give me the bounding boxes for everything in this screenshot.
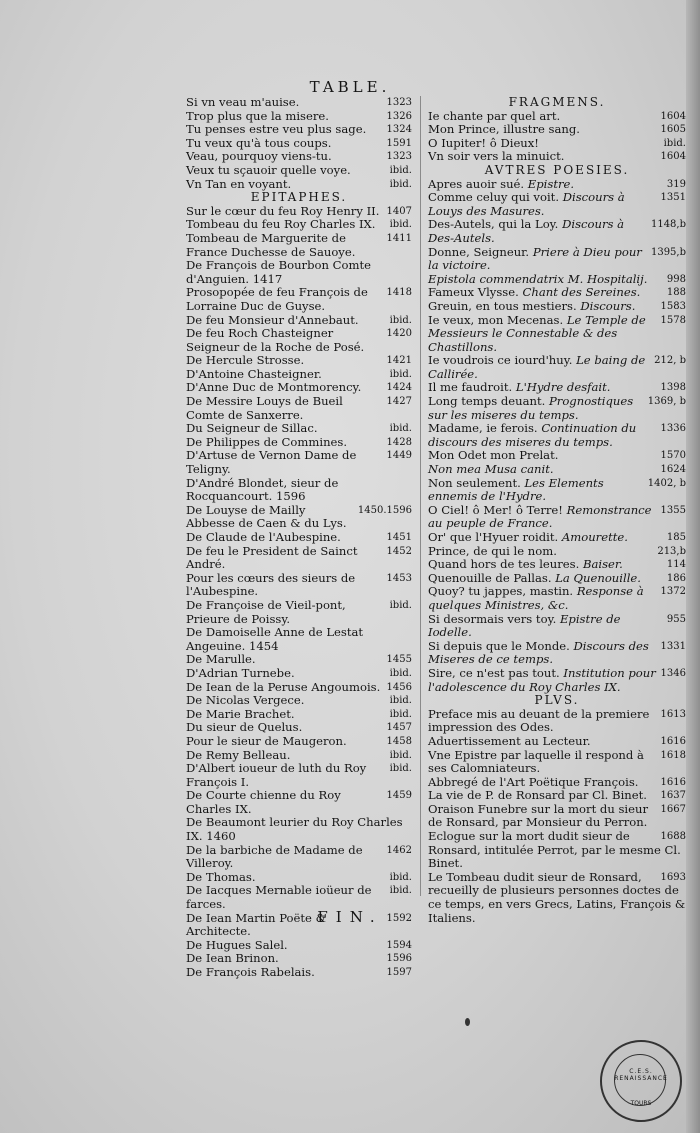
epitaphes-entries [186, 205, 412, 980]
toc-entry [186, 952, 412, 966]
page-gutter-shadow [686, 0, 700, 1133]
toc-entry-title: De François Rabelais. [186, 965, 315, 979]
toc-entry-title: Abbregé de l'Art Poëtique François. [428, 774, 639, 789]
toc-page-number: 1336 [660, 423, 686, 435]
toc-entry-title: Comme celuy qui voit. [428, 190, 560, 205]
toc-page-number: 1605 [660, 124, 686, 136]
toc-entry-title: Prince, de qui le nom. [428, 543, 557, 558]
toc-page-number: 185 [666, 532, 686, 543]
library-stamp [600, 1040, 682, 1122]
toc-entry [186, 721, 412, 735]
ink-speck [465, 1018, 470, 1026]
toc-entry-title: Apres auoir sué. [428, 176, 525, 191]
toc-entry [186, 504, 412, 531]
toc-page-number: 1616 [660, 735, 686, 747]
toc-entry [428, 286, 686, 300]
toc-entry [186, 653, 412, 667]
toc-page-number: ibid. [389, 708, 412, 720]
toc-entry-subtitle: Response à quelques Ministres, &c. [428, 584, 644, 612]
toc-page-number: 1369, b [647, 396, 686, 408]
toc-entry-title: D'Antoine Chasteigner. [186, 366, 322, 381]
toc-entry-title: Aduertissement au Lecteur. [428, 733, 591, 748]
toc-page-number: 1398 [660, 382, 686, 394]
toc-page-number: ibid. [389, 219, 412, 231]
toc-entry-title: Tombeau de Marguerite de France Duchesse de Sauoye. [186, 230, 356, 259]
toc-entry-subtitle: Continuation du discours des miseres du temps. [428, 421, 637, 449]
toc-entry [186, 354, 412, 368]
toc-entry [428, 150, 686, 164]
epitaphes-heading: EPITAPHES. [250, 190, 348, 205]
toc-entry-title: De la barbiche de Madame de Villeroy. [186, 842, 363, 871]
toc-entry [186, 232, 412, 259]
toc-entry-title: De feu Roch Chasteigner Seigneur de la Roche de Posé. [186, 326, 365, 354]
toc-entry [428, 640, 686, 667]
toc-page-number: 1424 [386, 382, 412, 394]
toc-page-number: 1457 [386, 722, 412, 734]
toc-entry [428, 545, 686, 559]
toc-entry-subtitle: Les Elements ennemis de l'Hydre. [428, 475, 604, 504]
toc-entry-title: La vie de P. de Ronsard par Cl. Binet. [428, 788, 647, 803]
toc-entry [186, 694, 412, 708]
toc-page-number: 1578 [660, 314, 686, 326]
toc-entry-subtitle: Discours des Miseres de ce temps. [428, 638, 649, 667]
toc-page-number: 1667 [660, 803, 686, 815]
toc-entry-title: Mon Odet mon Prelat. [428, 448, 559, 463]
toc-page-number: 1462 [386, 844, 412, 856]
toc-entry [186, 314, 412, 328]
toc-entry-title: Mon Prince, illustre sang. [428, 122, 580, 137]
toc-page-number: 1604 [660, 110, 686, 122]
toc-entry-title: Or' que l'Hyuer roidit. [428, 530, 559, 544]
toc-entry-title: Madame, ie ferois. [428, 421, 538, 436]
toc-entry-title: Veau, pourquoy viens-tu. [186, 149, 332, 164]
toc-entry [186, 545, 412, 572]
toc-entry [186, 599, 412, 626]
toc-entry-title: De feu Monsieur d'Annebaut. [186, 312, 359, 327]
toc-entry [428, 314, 686, 355]
toc-page-number: 212, b [654, 355, 686, 367]
toc-entry-title: Pour le sieur de Maugeron. [186, 733, 347, 748]
toc-page-number: 1351 [660, 192, 686, 204]
toc-page-number: ibid. [389, 164, 412, 176]
toc-page-number: 1458 [386, 735, 412, 747]
toc-entry-title: Non seulement. [428, 475, 521, 490]
toc-entry-subtitle: Le baing de Callirée. [428, 353, 646, 381]
toc-entry [428, 218, 686, 245]
toc-page-number: 1428 [386, 436, 412, 448]
toc-entry-title: De Iean Brinon. [186, 951, 279, 966]
toc-page-number: 1449 [386, 450, 412, 462]
toc-entry [186, 286, 412, 313]
toc-entry-subtitle: Discours à Des-Autels. [428, 217, 625, 245]
toc-page-number: ibid. [389, 178, 412, 190]
toc-entry-title: Du Seigneur de Sillac. [186, 421, 318, 436]
toc-page-number: 1451 [386, 532, 412, 543]
toc-entry-subtitle: Epistola commendatrix M. Hospitalij. [428, 271, 648, 286]
fragmens-heading: FRAGMENS. [508, 95, 606, 109]
running-title: TABLE. [309, 78, 391, 96]
toc-entry [186, 966, 412, 980]
toc-page-number: ibid. [389, 749, 412, 761]
toc-page-number: 1618 [660, 749, 686, 761]
toc-page-number: 1453 [386, 572, 412, 584]
right-column [428, 96, 686, 925]
toc-entry [428, 776, 686, 790]
toc-entry-title: D'Anne Duc de Montmorency. [186, 380, 362, 395]
toc-page-number: 1570 [660, 450, 686, 462]
toc-entry [428, 572, 686, 586]
toc-page-number: 1402, b [647, 477, 686, 489]
toc-entry-subtitle: Le Temple de Messieurs le Connestable & des Chastillons. [428, 312, 646, 354]
toc-entry [428, 558, 686, 572]
toc-entry-title: Prosopopée de feu François de Lorraine Duc de Guyse. [186, 285, 368, 313]
toc-entry-title: Le Tombeau dudit sieur de Ronsard, recueilly de plusieurs personnes doctes de ce temps, en vers Grecs, Latins, François & Italiens. [428, 869, 686, 925]
toc-entry [186, 205, 412, 219]
toc-entry-title: De Marie Brachet. [186, 706, 295, 721]
toc-entry-title: De Thomas. [186, 869, 256, 884]
toc-entry [428, 246, 686, 273]
plus-entries [428, 708, 686, 926]
toc-entry-title: Sur le cœur du feu Roy Henry II. [186, 203, 380, 218]
toc-page-number: 1346 [660, 667, 686, 679]
toc-entry [186, 735, 412, 749]
toc-entry [186, 871, 412, 885]
toc-page-number: 1591 [386, 137, 412, 149]
toc-page-number: 1452 [386, 545, 412, 557]
toc-entry-subtitle: Epistre de Iodelle. [428, 611, 621, 640]
toc-entry [186, 110, 412, 124]
toc-page-number: 1326 [386, 110, 412, 122]
toc-entry-title: Eclogue sur la mort dudit sieur de Ronsard, intitulée Perrot, par le mesme Cl. Binet. [428, 829, 681, 871]
toc-entry-title: Si depuis que le Monde. [428, 638, 570, 653]
toc-entry-title: Quand hors de tes leures. [428, 557, 580, 572]
toc-page-number: 1583 [660, 300, 686, 312]
toc-entry [428, 735, 686, 749]
toc-page-number: 1455 [386, 654, 412, 666]
toc-page-number: 188 [666, 287, 686, 299]
toc-page-number: 1355 [660, 504, 686, 516]
stamp-city: TOURS [630, 1100, 652, 1107]
toc-entry-subtitle: La Quenouille. [555, 570, 641, 585]
toc-page-number: 1324 [386, 124, 412, 136]
toc-page-number: 1427 [386, 396, 412, 408]
toc-entry-subtitle: Amourette. [561, 530, 628, 544]
toc-page-number: 1407 [386, 205, 412, 217]
toc-page-number: 1637 [660, 790, 686, 802]
toc-entry-title: Des-Autels, qui la Loy. [428, 217, 559, 232]
toc-entry-title: De Remy Belleau. [186, 747, 291, 762]
toc-entry [428, 178, 686, 192]
stamp-text: C.E.S. RENAISSANCE [614, 1068, 668, 1082]
toc-entry-title: Donne, Seigneur. [428, 244, 530, 259]
toc-entry [186, 327, 412, 354]
toc-entry-title: Ie voudrois ce iourd'huy. [428, 353, 573, 368]
toc-page-number: 1421 [386, 355, 412, 367]
toc-entry [186, 259, 412, 286]
toc-page-number: 1420 [386, 328, 412, 340]
toc-entry [186, 477, 412, 504]
toc-entry [428, 449, 686, 463]
toc-page-number: 1331 [660, 640, 686, 652]
toc-entry [428, 667, 686, 694]
toc-entry-subtitle: L'Hydre desfait. [515, 380, 611, 395]
toc-entry-subtitle: Discours à Louys des Masures. [428, 190, 625, 218]
toc-entry [428, 585, 686, 612]
toc-entry [428, 110, 686, 124]
toc-entry-title: De Philippes de Commines. [186, 434, 348, 449]
toc-page-number: ibid. [389, 763, 412, 775]
toc-entry [186, 939, 412, 953]
toc-page-number: 1594 [386, 939, 412, 951]
toc-entry [428, 789, 686, 803]
toc-page-number: 213,b [657, 545, 686, 557]
toc-entry [428, 354, 686, 381]
toc-entry [428, 123, 686, 137]
toc-entry [428, 137, 686, 151]
toc-page-number: ibid. [389, 314, 412, 326]
toc-page-number: 1604 [660, 151, 686, 163]
toc-entry-title: Si vn veau m'auise. [186, 95, 300, 109]
toc-entry-title: D'André Blondet, sieur de Rocquancourt. 1596 [186, 475, 339, 504]
toc-entry-subtitle: Remonstrance au peuple de France. [428, 502, 652, 531]
toc-page-number: 319 [666, 178, 686, 190]
toc-page-number: 1418 [386, 287, 412, 299]
fin-label: FIN. [317, 908, 383, 926]
toc-entry [428, 749, 686, 776]
toc-entry-subtitle: Priere à Dieu pour la victoire. [428, 244, 642, 273]
toc-entry-title: De Damoiselle Anne de Lestat Angeuine. 1454 [186, 625, 364, 653]
toc-entry-title: De Beaumont leurier du Roy Charles IX. 1460 [186, 815, 403, 844]
toc-entry-title: O Ciel! ô Mer! ô Terre! [428, 502, 563, 517]
toc-entry [186, 96, 412, 110]
toc-page-number: 1597 [386, 967, 412, 978]
toc-entry [428, 191, 686, 218]
toc-page-number: 1372 [660, 586, 686, 598]
toc-entry [428, 708, 686, 735]
toc-entry [186, 436, 412, 450]
toc-page-number: 1148,b [650, 219, 686, 231]
toc-entry [428, 477, 686, 504]
column-rule [420, 96, 421, 896]
toc-page-number: 1624 [660, 464, 686, 476]
toc-entry-title: Ie veux, mon Mecenas. [428, 312, 564, 327]
toc-entry [186, 626, 412, 653]
toc-entry [428, 504, 686, 531]
toc-entry-title: D'Adrian Turnebe. [186, 665, 295, 680]
toc-entry-title: Quenouille de Pallas. [428, 570, 552, 585]
toc-entry-title: Vn soir vers la minuict. [428, 149, 565, 164]
toc-entry-title: Tombeau du feu Roy Charles IX. [186, 217, 376, 232]
autres-poesies-heading: AVTRES POESIES. [484, 162, 630, 177]
toc-entry [428, 463, 686, 477]
toc-entry-title: Sire, ce n'est pas tout. [428, 665, 560, 680]
toc-entry-subtitle: Epistre. [527, 176, 575, 191]
toc-entry-title: D'Artuse de Vernon Dame de Teligny. [186, 448, 357, 477]
toc-entry-subtitle: Non mea Musa canit. [428, 462, 554, 477]
toc-entry [186, 531, 412, 545]
toc-entry-title: Pour les cœurs des sieurs de l'Aubespine. [186, 570, 356, 599]
toc-entry-title: Tu penses estre veu plus sage. [186, 122, 367, 137]
left-column [186, 96, 412, 980]
toc-page-number: 1323 [386, 151, 412, 163]
toc-entry-title: De Courte chienne du Roy Charles IX. [186, 788, 341, 816]
toc-entry-title: Greuin, en tous mestiers. [428, 298, 577, 313]
toc-entry [186, 368, 412, 382]
toc-entry-title: De feu le President de Sainct André. [186, 543, 358, 572]
toc-entry-title: De Iean de la Peruse Angoumois. [186, 679, 381, 694]
plus-heading: PLVS. [534, 693, 580, 708]
toc-page-number: ibid. [389, 885, 412, 897]
toc-page-number: 1459 [386, 790, 412, 802]
toc-entry-subtitle: Baiser. [582, 557, 623, 572]
toc-entry [186, 422, 412, 436]
toc-entry-title: De Iean Martin Poëte & Architecte. [186, 910, 326, 939]
toc-entry-subtitle: Prognostiques sur les miseres du temps. [428, 394, 634, 422]
toc-entry-title: Veux tu sçauoir quelle voye. [186, 162, 351, 177]
toc-entry-title: Ie chante par quel art. [428, 108, 561, 123]
toc-entry-subtitle: Discours. [580, 298, 636, 313]
toc-page-number: ibid. [389, 368, 412, 380]
left-top-entries [186, 96, 412, 191]
toc-page-number: 1450.1596 [357, 504, 412, 516]
toc-entry [186, 164, 412, 178]
toc-entry [186, 762, 412, 789]
toc-entry [186, 218, 412, 232]
toc-entry [186, 123, 412, 137]
toc-entry-title: De Françoise de Vieil-pont, Prieure de Poissy. [186, 597, 346, 626]
toc-page-number: ibid. [389, 599, 412, 611]
toc-page-number: 1592 [386, 912, 412, 924]
toc-entry-title: De Hugues Salel. [186, 937, 288, 952]
toc-entry [186, 449, 412, 476]
toc-entry [186, 816, 412, 843]
toc-entry-title: Quoy? tu jappes, mastin. [428, 584, 574, 599]
toc-page-number: 1693 [660, 871, 686, 883]
toc-page-number: 1596 [386, 953, 412, 965]
toc-entry-title: Fameux Vlysse. [428, 285, 519, 300]
toc-entry-title: Trop plus que la misere. [186, 108, 329, 123]
toc-entry [428, 422, 686, 449]
toc-page-number: 1411 [386, 232, 412, 244]
toc-entry [186, 572, 412, 599]
autres-poesies-entries [428, 178, 686, 695]
toc-entry [186, 150, 412, 164]
toc-entry [428, 395, 686, 422]
toc-page-number: ibid. [663, 137, 686, 149]
toc-entry [186, 395, 412, 422]
toc-entry [186, 749, 412, 763]
toc-entry-title: Tu veux qu'à tous coups. [186, 135, 332, 150]
toc-entry [186, 381, 412, 395]
toc-entry [186, 681, 412, 695]
toc-entry [428, 613, 686, 640]
toc-entry [428, 381, 686, 395]
toc-page-number: ibid. [389, 871, 412, 883]
toc-entry-subtitle: Institution pour l'adolescence du Roy Charles IX. [428, 665, 656, 694]
toc-entry-title: De Messire Louys de Bueil Comte de Sanxerre. [186, 394, 343, 422]
toc-entry-title: De Nicolas Vergece. [186, 693, 305, 708]
toc-entry-title: D'Albert ioueur de luth du Roy François I. [186, 761, 367, 789]
toc-page-number: 186 [666, 572, 686, 584]
toc-page-number: 1616 [660, 776, 686, 788]
toc-entry [428, 531, 686, 545]
toc-entry [428, 830, 686, 871]
toc-entry [186, 844, 412, 871]
toc-page-number: 1395,b [650, 246, 686, 258]
toc-entry-title: Oraison Funebre sur la mort du sieur de Ronsard, par Monsieur du Perron. [428, 801, 649, 830]
toc-entry-title: Vn Tan en voyant. [186, 176, 292, 191]
toc-page-number: 955 [666, 613, 686, 625]
toc-page-number: 1323 [386, 97, 412, 108]
toc-page-number: 1613 [660, 708, 686, 720]
toc-page-number: 998 [666, 273, 686, 285]
toc-entry-title: Long temps deuant. [428, 394, 546, 409]
toc-entry [186, 667, 412, 681]
toc-page-number: ibid. [389, 423, 412, 435]
toc-entry-title: De François de Bourbon Comte d'Anguien. 1417 [186, 258, 372, 286]
toc-entry-title: De Marulle. [186, 652, 256, 667]
toc-entry [186, 137, 412, 151]
toc-entry-subtitle: Chant des Sereines. [522, 285, 641, 300]
toc-entry-title: Il me faudroit. [428, 380, 513, 395]
toc-page-number: 1688 [660, 831, 686, 843]
toc-entry-title: De Iacques Mernable ioüeur de farces. [186, 883, 372, 912]
fragmens-entries [428, 110, 686, 164]
toc-entry-title: De Hercule Strosse. [186, 353, 305, 368]
toc-entry [428, 273, 686, 287]
toc-page-number: ibid. [389, 667, 412, 679]
toc-entry-title: O Iupiter! ô Dieux! [428, 135, 539, 150]
toc-entry-title: Du sieur de Quelus. [186, 720, 303, 735]
toc-entry-title: Preface mis au deuant de la premiere impression des Odes. [428, 706, 650, 735]
toc-page-number: ibid. [389, 695, 412, 707]
toc-entry-title: Vne Epistre par laquelle il respond à ses Calomniateurs. [428, 747, 644, 776]
toc-page-number: 114 [666, 559, 686, 571]
toc-entry [186, 178, 412, 192]
toc-entry-title: De Louyse de Mailly Abbesse de Caen & du Lys. [186, 502, 347, 531]
toc-page-number: 1456 [386, 681, 412, 693]
toc-entry-title: Si desormais vers toy. [428, 611, 557, 626]
toc-entry [186, 708, 412, 722]
toc-entry [428, 300, 686, 314]
toc-entry [186, 789, 412, 816]
toc-entry-title: De Claude de l'Aubespine. [186, 530, 341, 544]
toc-entry [428, 803, 686, 830]
